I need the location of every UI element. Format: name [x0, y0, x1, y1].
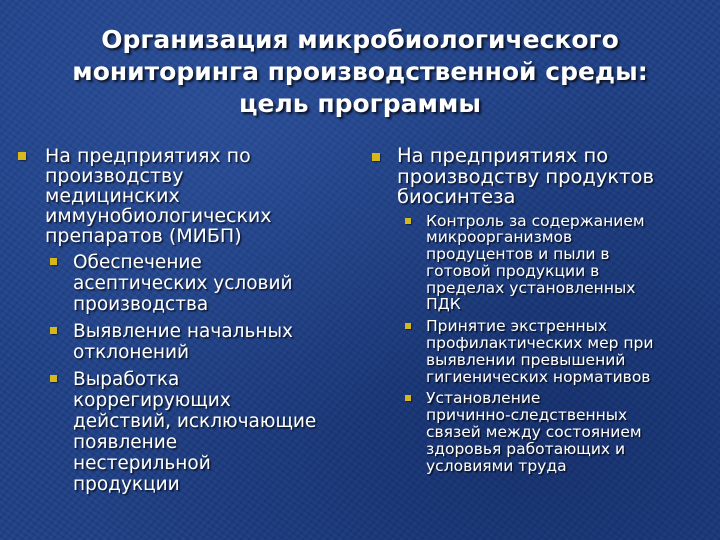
text-line: асептических условий	[73, 273, 293, 294]
text-line: готовой продукции в	[426, 261, 600, 280]
right-heading-text	[397, 146, 702, 208]
right-heading-bullet	[372, 146, 702, 208]
text-line: появление	[73, 432, 178, 453]
left-heading-text	[45, 146, 363, 246]
left-subitem	[18, 252, 363, 315]
text-line: Выработка	[73, 369, 180, 390]
title-line: мониторинга производственной среды:	[72, 57, 648, 86]
text-line: производству продуктов	[397, 164, 654, 188]
text-line: Выявление начальных	[73, 321, 293, 342]
right-subitem	[372, 390, 702, 474]
left-subitem	[18, 369, 363, 495]
square-bullet-icon	[405, 323, 411, 329]
text-line: ПДК	[426, 295, 461, 314]
text-line: здоровья работающих и	[426, 439, 626, 458]
left-subitem	[18, 321, 363, 363]
text-line: Принятие экстренных	[426, 317, 608, 336]
square-bullet-icon	[18, 152, 26, 160]
text-line: медицинских	[45, 185, 180, 207]
text-line: выявлении превышений	[426, 350, 626, 369]
text-line: нестерильной	[73, 453, 211, 474]
right-subitem	[372, 318, 702, 385]
text-line: микроорганизмов	[426, 228, 573, 247]
text-line: иммунобиологических	[45, 205, 272, 227]
text-line: отклонений	[73, 342, 190, 363]
right-column	[372, 146, 702, 474]
text-line: препаратов (МИБП)	[45, 225, 242, 247]
text-line: коррегирующих	[73, 390, 231, 411]
text-line: На предприятиях по	[397, 144, 609, 167]
square-bullet-icon	[50, 327, 57, 334]
title-line: цель программы	[239, 89, 481, 118]
square-bullet-icon	[50, 258, 57, 265]
square-bullet-icon	[50, 375, 57, 382]
text-line: действий, исключающие	[73, 411, 317, 432]
text-line: связей между состоянием	[426, 423, 642, 442]
text-line: профилактических мер при	[426, 334, 654, 353]
text-line: производству	[45, 165, 184, 187]
square-bullet-icon	[405, 218, 411, 224]
square-bullet-icon	[372, 153, 380, 161]
text-line: биосинтеза	[397, 185, 516, 208]
text-line: Контроль за содержанием	[426, 211, 645, 230]
text-line: причинно-следственных	[426, 406, 628, 425]
text-line: Установление	[426, 389, 541, 408]
text-line: Обеспечение	[73, 252, 202, 273]
text-line: На предприятиях по	[45, 145, 251, 167]
text-line: продуцентов и пыли в	[426, 245, 610, 264]
left-column	[18, 146, 363, 495]
slide-title	[0, 24, 720, 120]
right-subitem	[372, 213, 702, 314]
square-bullet-icon	[405, 395, 411, 401]
text-line: условиями труда	[426, 456, 567, 475]
left-heading-bullet	[18, 146, 363, 246]
title-line: Организация микробиологического	[101, 25, 619, 54]
text-line: гигиенических нормативов	[426, 367, 651, 386]
text-line: продукции	[73, 474, 180, 495]
text-line: пределах установленных	[426, 278, 636, 297]
text-line: производства	[73, 294, 209, 315]
